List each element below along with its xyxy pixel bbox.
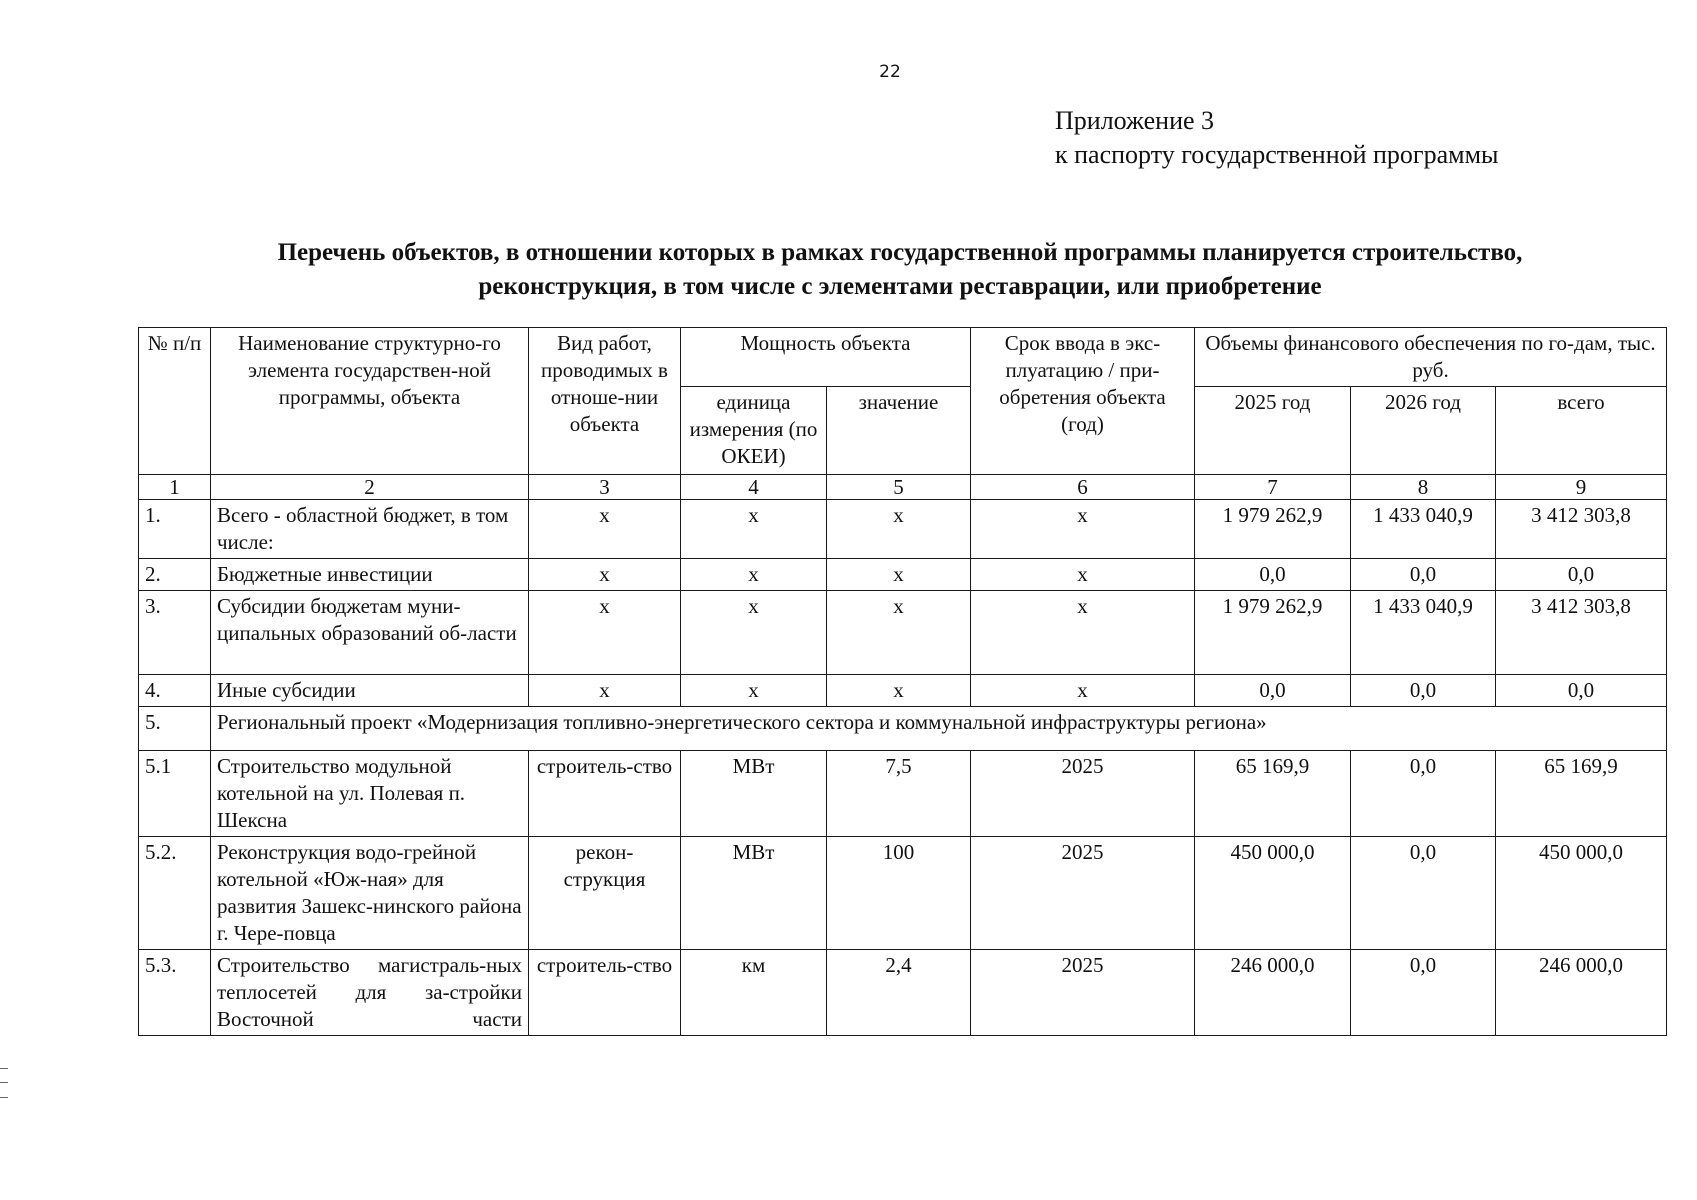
objects-table <box>138 327 1667 1036</box>
row-value: х <box>827 559 971 591</box>
row-amount-total: 0,0 <box>1496 675 1667 707</box>
row-value: х <box>827 675 971 707</box>
row-num: 1. <box>139 500 211 559</box>
row-name: Бюджетные инвестиции <box>211 559 529 591</box>
column-number: 6 <box>971 475 1195 500</box>
row-name: Всего - областной бюджет, в том числе: <box>211 500 529 559</box>
row-work-type: х <box>529 591 681 675</box>
row-work-type: х <box>529 675 681 707</box>
row-unit: х <box>681 559 827 591</box>
object-work-type: строитель-ство <box>529 950 681 1036</box>
object-name: Строительство модульной котельной на ул. Полевая п. Шексна <box>211 751 529 837</box>
object-amount-total: 450 000,0 <box>1496 837 1667 950</box>
row-amount-2026: 1 433 040,9 <box>1351 500 1496 559</box>
row-value: х <box>827 500 971 559</box>
row-amount-2025: 1 979 262,9 <box>1195 500 1351 559</box>
page-number: 22 <box>879 62 901 82</box>
object-work-type: строитель-ство <box>529 751 681 837</box>
column-number: 7 <box>1195 475 1351 500</box>
object-work-type: рекон-струкция <box>529 837 681 950</box>
row-work-type: х <box>529 559 681 591</box>
object-num: 5.1 <box>139 751 211 837</box>
project-num: 5. <box>139 707 211 751</box>
header-name: Наименование структурно-го элемента государствен-ной программы, объекта <box>211 328 529 475</box>
appendix-line-1: Приложение 3 <box>1055 106 1215 135</box>
object-amount-total: 246 000,0 <box>1496 950 1667 1036</box>
object-amount-2026: 0,0 <box>1351 751 1496 837</box>
appendix-line-2: к паспорту государственной программы <box>1055 140 1499 169</box>
object-unit: МВт <box>681 837 827 950</box>
row-year: х <box>971 675 1195 707</box>
object-amount-total: 65 169,9 <box>1496 751 1667 837</box>
column-number: 2 <box>211 475 529 500</box>
row-name: Иные субсидии <box>211 675 529 707</box>
row-unit: х <box>681 591 827 675</box>
header-year-2025: 2025 год <box>1195 387 1351 475</box>
row-value: х <box>827 591 971 675</box>
table-row <box>139 675 1667 707</box>
row-num: 2. <box>139 559 211 591</box>
row-year: х <box>971 591 1195 675</box>
row-amount-2025: 0,0 <box>1195 559 1351 591</box>
header-deadline: Срок ввода в экс-плуатацию / при-обретения объекта (год) <box>971 328 1195 475</box>
header-work-type: Вид работ, проводимых в отноше-нии объекта <box>529 328 681 475</box>
column-number: 8 <box>1351 475 1496 500</box>
row-num: 3. <box>139 591 211 675</box>
object-year: 2025 <box>971 950 1195 1036</box>
object-value: 2,4 <box>827 950 971 1036</box>
table-row <box>139 559 1667 591</box>
header-funding: Объемы финансового обеспечения по го-дам, тыс. руб. <box>1195 328 1667 387</box>
document-title-line-1: Перечень объектов, в отношении которых в рамках государственной программы планируется строительство, <box>277 239 1523 266</box>
row-amount-2026: 1 433 040,9 <box>1351 591 1496 675</box>
row-amount-2025: 1 979 262,9 <box>1195 591 1351 675</box>
object-amount-2025: 450 000,0 <box>1195 837 1351 950</box>
row-amount-2026: 0,0 <box>1351 675 1496 707</box>
object-name: Реконструкция водо-грейной котельной «Юж-ная» для развития Зашекс-нинского района г. Чере-повца <box>211 837 529 950</box>
object-year: 2025 <box>971 751 1195 837</box>
header-year-2026: 2026 год <box>1351 387 1496 475</box>
row-unit: х <box>681 675 827 707</box>
column-number: 4 <box>681 475 827 500</box>
table-row <box>139 591 1667 675</box>
document-title <box>120 236 1680 304</box>
row-amount-2025: 0,0 <box>1195 675 1351 707</box>
object-unit: МВт <box>681 751 827 837</box>
object-year: 2025 <box>971 837 1195 950</box>
header-capacity: Мощность объекта <box>681 328 971 387</box>
object-unit: км <box>681 950 827 1036</box>
row-work-type: х <box>529 500 681 559</box>
object-row <box>139 837 1667 950</box>
header-unit: единица измерения (по ОКЕИ) <box>681 387 827 475</box>
object-amount-2026: 0,0 <box>1351 837 1496 950</box>
column-number: 5 <box>827 475 971 500</box>
project-title: Региональный проект «Модернизация топливно-энергетического сектора и коммунальной инфраструктуры региона» <box>211 707 1667 751</box>
object-row <box>139 751 1667 837</box>
header-total: всего <box>1496 387 1667 475</box>
appendix-note <box>1055 104 1499 172</box>
object-num: 5.3. <box>139 950 211 1036</box>
row-year: х <box>971 500 1195 559</box>
column-number: 1 <box>139 475 211 500</box>
header-value: значение <box>827 387 971 475</box>
row-name: Субсидии бюджетам муни-ципальных образований об-ласти <box>211 591 529 675</box>
row-amount-2026: 0,0 <box>1351 559 1496 591</box>
object-amount-2025: 65 169,9 <box>1195 751 1351 837</box>
document-title-line-2: реконструкция, в том числе с элементами реставрации, или приобретение <box>478 273 1322 300</box>
row-amount-total: 3 412 303,8 <box>1496 591 1667 675</box>
object-value: 100 <box>827 837 971 950</box>
project-row <box>139 707 1667 751</box>
object-name: Строительство магистраль-ных теплосетей для за-стройки Восточной части <box>211 950 529 1036</box>
row-num: 4. <box>139 675 211 707</box>
object-value: 7,5 <box>827 751 971 837</box>
row-amount-total: 3 412 303,8 <box>1496 500 1667 559</box>
table-row <box>139 500 1667 559</box>
object-amount-2026: 0,0 <box>1351 950 1496 1036</box>
row-year: х <box>971 559 1195 591</box>
row-amount-total: 0,0 <box>1496 559 1667 591</box>
scan-margin-mark <box>0 1068 8 1098</box>
column-number: 3 <box>529 475 681 500</box>
column-number: 9 <box>1496 475 1667 500</box>
column-number-row <box>139 475 1667 500</box>
header-num: № п/п <box>139 328 211 475</box>
object-num: 5.2. <box>139 837 211 950</box>
object-amount-2025: 246 000,0 <box>1195 950 1351 1036</box>
object-row <box>139 950 1667 1036</box>
row-unit: х <box>681 500 827 559</box>
